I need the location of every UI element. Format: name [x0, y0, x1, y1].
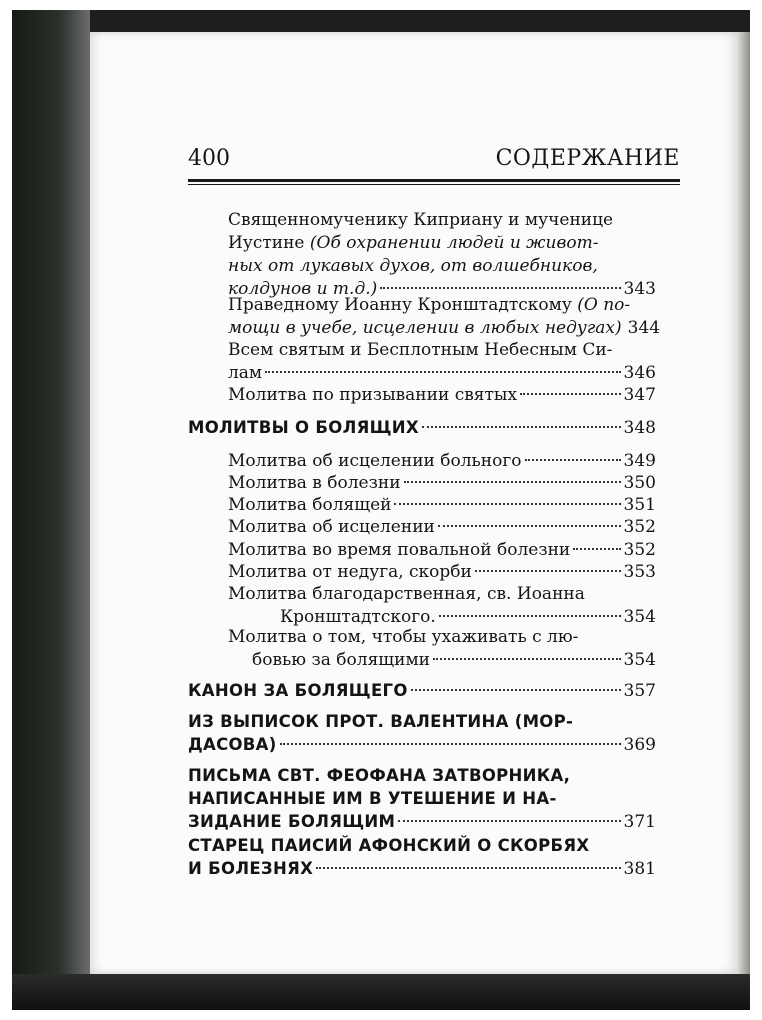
- toc-section-title: ДАСОВА): [188, 735, 277, 754]
- leader-dots: [422, 426, 621, 428]
- toc-entry-annotation: мощи в учебе, исцелении в любых недугах): [228, 318, 622, 338]
- leader-dots: [380, 287, 620, 289]
- toc-section: [188, 834, 656, 880]
- toc-entry-text: Молитва об исцелении: [228, 517, 435, 537]
- leader-dots: [394, 503, 620, 505]
- toc-entry-text: Священномученику Киприану и мученице: [228, 210, 614, 230]
- leader-dots: [525, 459, 621, 461]
- toc-page-ref: 353: [623, 562, 656, 582]
- toc-entry-text: Иустине: [228, 233, 310, 253]
- leader-dots: [398, 820, 620, 822]
- toc-entry: [210, 339, 656, 385]
- toc-entry: [210, 450, 656, 473]
- leader-dots: [433, 658, 621, 660]
- toc-section-title: КАНОН ЗА БОЛЯЩЕГО: [188, 681, 408, 700]
- toc-page-ref: 381: [623, 859, 656, 879]
- toc-page-ref: 351: [623, 495, 656, 515]
- toc-entry: [210, 294, 661, 340]
- toc-section: [188, 679, 656, 702]
- toc-section: [188, 710, 656, 756]
- toc-section-title: ПИСЬМА СВТ. ФЕОФАНА ЗАТВОРНИКА,: [188, 766, 571, 785]
- toc-entry: [210, 583, 656, 629]
- toc-page-ref: 346: [623, 363, 656, 383]
- toc-entry-text: Молитва благодарственная, св. Иоанна: [228, 584, 585, 604]
- toc-page-ref: 352: [623, 517, 656, 537]
- leader-dots: [475, 570, 621, 572]
- toc-entry: [210, 209, 656, 301]
- toc-page-ref: 348: [623, 418, 656, 438]
- toc-entry: [210, 384, 656, 407]
- toc-entry-text: Кронштадтского.: [280, 607, 436, 627]
- toc-entry: [210, 561, 656, 584]
- toc-section-title: МОЛИТВЫ О БОЛЯЩИХ: [188, 418, 419, 437]
- leader-dots: [280, 743, 621, 745]
- toc-section-title: ИЗ ВЫПИСОК ПРОТ. ВАЛЕНТИНА (МОР-: [188, 712, 574, 731]
- toc-page-ref: 354: [623, 607, 656, 627]
- toc-section-title: СТАРЕЦ ПАИСИЙ АФОНСКИЙ О СКОРБЯХ: [188, 836, 590, 855]
- toc-entry-text: лам: [228, 363, 263, 383]
- toc-entry: [210, 494, 656, 517]
- running-title: СОДЕРЖАНИЕ: [495, 146, 680, 171]
- toc-page-ref: 352: [623, 540, 656, 560]
- toc-section: [188, 764, 656, 833]
- toc-entry-text: Молитва об исцелении больного: [228, 451, 522, 471]
- toc-entry: [210, 626, 656, 672]
- toc-entry-annotation: ных от лукавых духов, от волшебников,: [228, 256, 598, 276]
- toc-entry: [210, 472, 656, 495]
- leader-dots: [316, 867, 620, 869]
- toc-section-title: И БОЛЕЗНЯХ: [188, 859, 314, 878]
- leader-dots: [265, 371, 620, 373]
- leader-dots: [411, 689, 621, 691]
- toc-entry-annotation: (О по-: [577, 295, 631, 315]
- toc-page-ref: 347: [623, 385, 656, 405]
- toc-entry-text: Молитва от недуга, скорби: [228, 562, 472, 582]
- toc-section-title: НАПИСАННЫЕ ИМ В УТЕШЕНИЕ И НА-: [188, 789, 557, 808]
- toc-page-ref: 350: [623, 473, 656, 493]
- leader-dots: [404, 481, 621, 483]
- page-number: 400: [188, 146, 230, 171]
- leader-dots: [520, 393, 621, 395]
- toc-entry-annotation: колдунов и т.д.): [228, 279, 378, 299]
- toc-page-ref: 371: [623, 812, 656, 832]
- toc-page-ref: 344: [627, 318, 661, 338]
- toc-entry-text: Всем святым и Бесплотным Небесным Си-: [228, 340, 613, 360]
- leader-dots: [439, 615, 621, 617]
- toc-entry-text: Молитва болящей: [228, 495, 392, 515]
- toc-entry-text: Молитва во время повальной болезни: [228, 540, 571, 560]
- toc-entry-text: Молитва в болезни: [228, 473, 401, 493]
- leader-dots: [438, 525, 621, 527]
- toc-entry-text: бовью за болящими: [252, 650, 430, 670]
- toc-page-ref: 357: [623, 681, 656, 701]
- toc-entry: [210, 539, 656, 562]
- toc-entry: [210, 516, 656, 539]
- toc-entry-text: Молитва по призывании святых: [228, 385, 518, 405]
- toc-page-ref: 349: [623, 451, 656, 471]
- toc-entry-text: Молитва о том, чтобы ухаживать с лю-: [228, 627, 579, 647]
- toc-page-ref: 369: [623, 735, 656, 755]
- toc-section-title: ЗИДАНИЕ БОЛЯЩИМ: [188, 812, 396, 831]
- toc-section: [188, 416, 656, 439]
- toc-page-ref: 343: [623, 279, 656, 299]
- leader-dots: [573, 548, 620, 550]
- toc-entry-text: Праведному Иоанну Кронштадтскому: [228, 295, 578, 315]
- toc-page-ref: 354: [623, 650, 656, 670]
- toc-entry-annotation: (Об охранении людей и живот-: [309, 233, 599, 253]
